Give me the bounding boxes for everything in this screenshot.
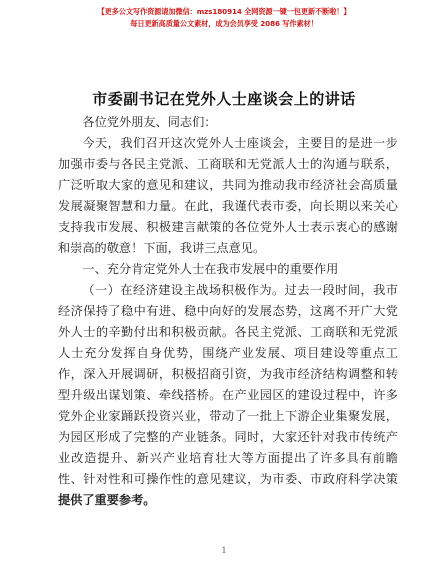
document-title: 市委副书记在党外人士座谈会上的讲话 — [92, 90, 356, 108]
page-number: 1 — [221, 546, 227, 555]
paragraph-economic-role — [58, 280, 398, 511]
salutation: 各位党外朋友、同志们： — [82, 115, 217, 129]
paragraph-economic-role-text: （一）在经济建设主战场积极作为。过去一段时间，我市经济保持了稳中有进、稳中向好的发展态势，这离不开广大党外人士的辛勤付出和积极贡献。各民主党派、工商联和无党派人士充分发挥自身优势，围绕产业发展、项目建设等重点工作，深入开展调研，积极招商引资，为我市经济结构调整和转型升级出谋划策、牵线搭桥。在产业园区的建设过程中，许多党外企业家踊跃投资兴业，带动了一批上下游企业集聚发展，为园区形成了完整的产业链条。同时，大家还针对我市传统产业改造提升、新兴产业培育壮大等方面提出了许多具有前瞻性、针对性和可操作性的意见建议，为市委、市政府科学决策 — [58, 283, 398, 486]
promo-banner-line-2: 每日更新高质量公文素材，成为会员享受 2086 写作素材！ — [130, 19, 318, 28]
paragraph-intro: 今天，我们召开这次党外人士座谈会，主要目的是进一步加强市委与各民主党派、工商联和无党派人士的沟通与联系，广泛听取大家的意见和建议，共同为推动我市经济社会高质量发展凝聚智慧和力量。在此，我谨代表市委，向长期以来关心支持我市发展、积极建言献策的各位党外人士表示衷心的感谢和崇高的敬意！下面，我讲三点意见。 — [58, 136, 398, 255]
promo-banner — [0, 6, 448, 30]
paragraph-economic-role-end: 提供了重要参考。 — [58, 493, 156, 507]
promo-banner-line-1: 【更多公文写作资源请加微信：mzs180914 全网资源一键一包更新不断啦！】 — [97, 7, 351, 16]
document-body — [58, 112, 398, 511]
section-heading-1: 一、充分肯定党外人士在我市发展中的重要作用 — [82, 262, 339, 276]
